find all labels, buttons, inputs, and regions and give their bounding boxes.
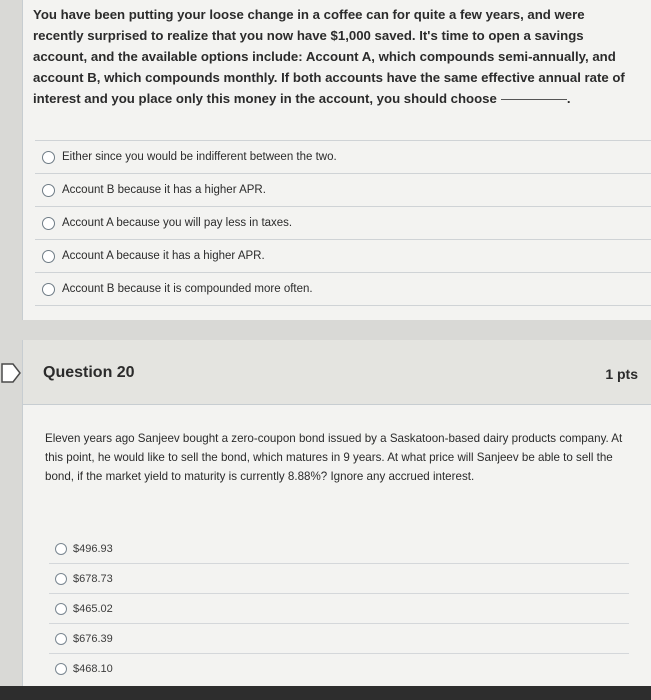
answer-label: Either since you would be indifferent between the two. — [62, 151, 337, 163]
answer-label: Account A because it has a higher APR. — [62, 250, 265, 262]
radio-button[interactable] — [42, 250, 55, 263]
question-points: 1 pts — [605, 366, 638, 382]
question-19-card — [22, 0, 651, 320]
radio-button[interactable] — [55, 603, 67, 615]
question-20-answers — [49, 534, 629, 683]
answer-option-b-higher-apr[interactable] — [35, 173, 651, 206]
radio-button[interactable] — [55, 633, 67, 645]
question-title: Question 20 — [43, 364, 135, 381]
answer-label: $676.39 — [73, 632, 113, 645]
answer-option-either[interactable] — [35, 140, 651, 173]
answer-label: Account A because you will pay less in taxes. — [62, 217, 293, 229]
radio-button[interactable] — [55, 573, 67, 585]
answer-option-b-compounded-more[interactable] — [35, 272, 651, 306]
answer-blank — [501, 99, 567, 100]
question-20-card — [22, 340, 651, 686]
answer-option[interactable] — [49, 534, 629, 563]
question-arrow-icon — [0, 362, 22, 384]
answer-label: $465.02 — [73, 602, 113, 615]
radio-button[interactable] — [55, 543, 67, 555]
radio-button[interactable] — [55, 663, 67, 675]
question-header — [23, 340, 651, 405]
answer-label: $678.73 — [73, 572, 113, 585]
answer-label: $468.10 — [73, 662, 113, 675]
question-20-text: Eleven years ago Sanjeev bought a zero-coupon bond issued by a Saskatoon-based dairy products company. At this point, he would like to sell the bond, which matures in 9 years. At what price will Sanjeev be able to sell the bond, if the market yield to maturity is currently 8.88%? Ignore any accrued interest. — [45, 432, 623, 483]
answer-label: Account B because it has a higher APR. — [62, 184, 266, 196]
question-19-text: You have been putting your loose change in a coffee can for quite a few years, and were recently surprised to realize that you now have $1,000 saved. It's time to open a savings account, and the available options include: Account A, which compounds semi-annually, and account B, which compounds monthly. If both accounts have the same effective annual rate of interest and you place only this money in the account, you should choose . — [33, 7, 625, 106]
answer-option[interactable] — [49, 623, 629, 653]
answer-label: Account B because it is compounded more often. — [62, 283, 313, 295]
bottom-bar — [0, 686, 651, 700]
answer-option[interactable] — [49, 563, 629, 593]
answer-option-a-less-taxes[interactable] — [35, 206, 651, 239]
radio-button[interactable] — [42, 151, 55, 164]
radio-button[interactable] — [42, 283, 55, 296]
radio-button[interactable] — [42, 217, 55, 230]
answer-option[interactable] — [49, 653, 629, 683]
answer-option-a-higher-apr[interactable] — [35, 239, 651, 272]
answer-label: $496.93 — [73, 542, 113, 555]
question-19-answers — [35, 140, 651, 306]
radio-button[interactable] — [42, 184, 55, 197]
answer-option[interactable] — [49, 593, 629, 623]
